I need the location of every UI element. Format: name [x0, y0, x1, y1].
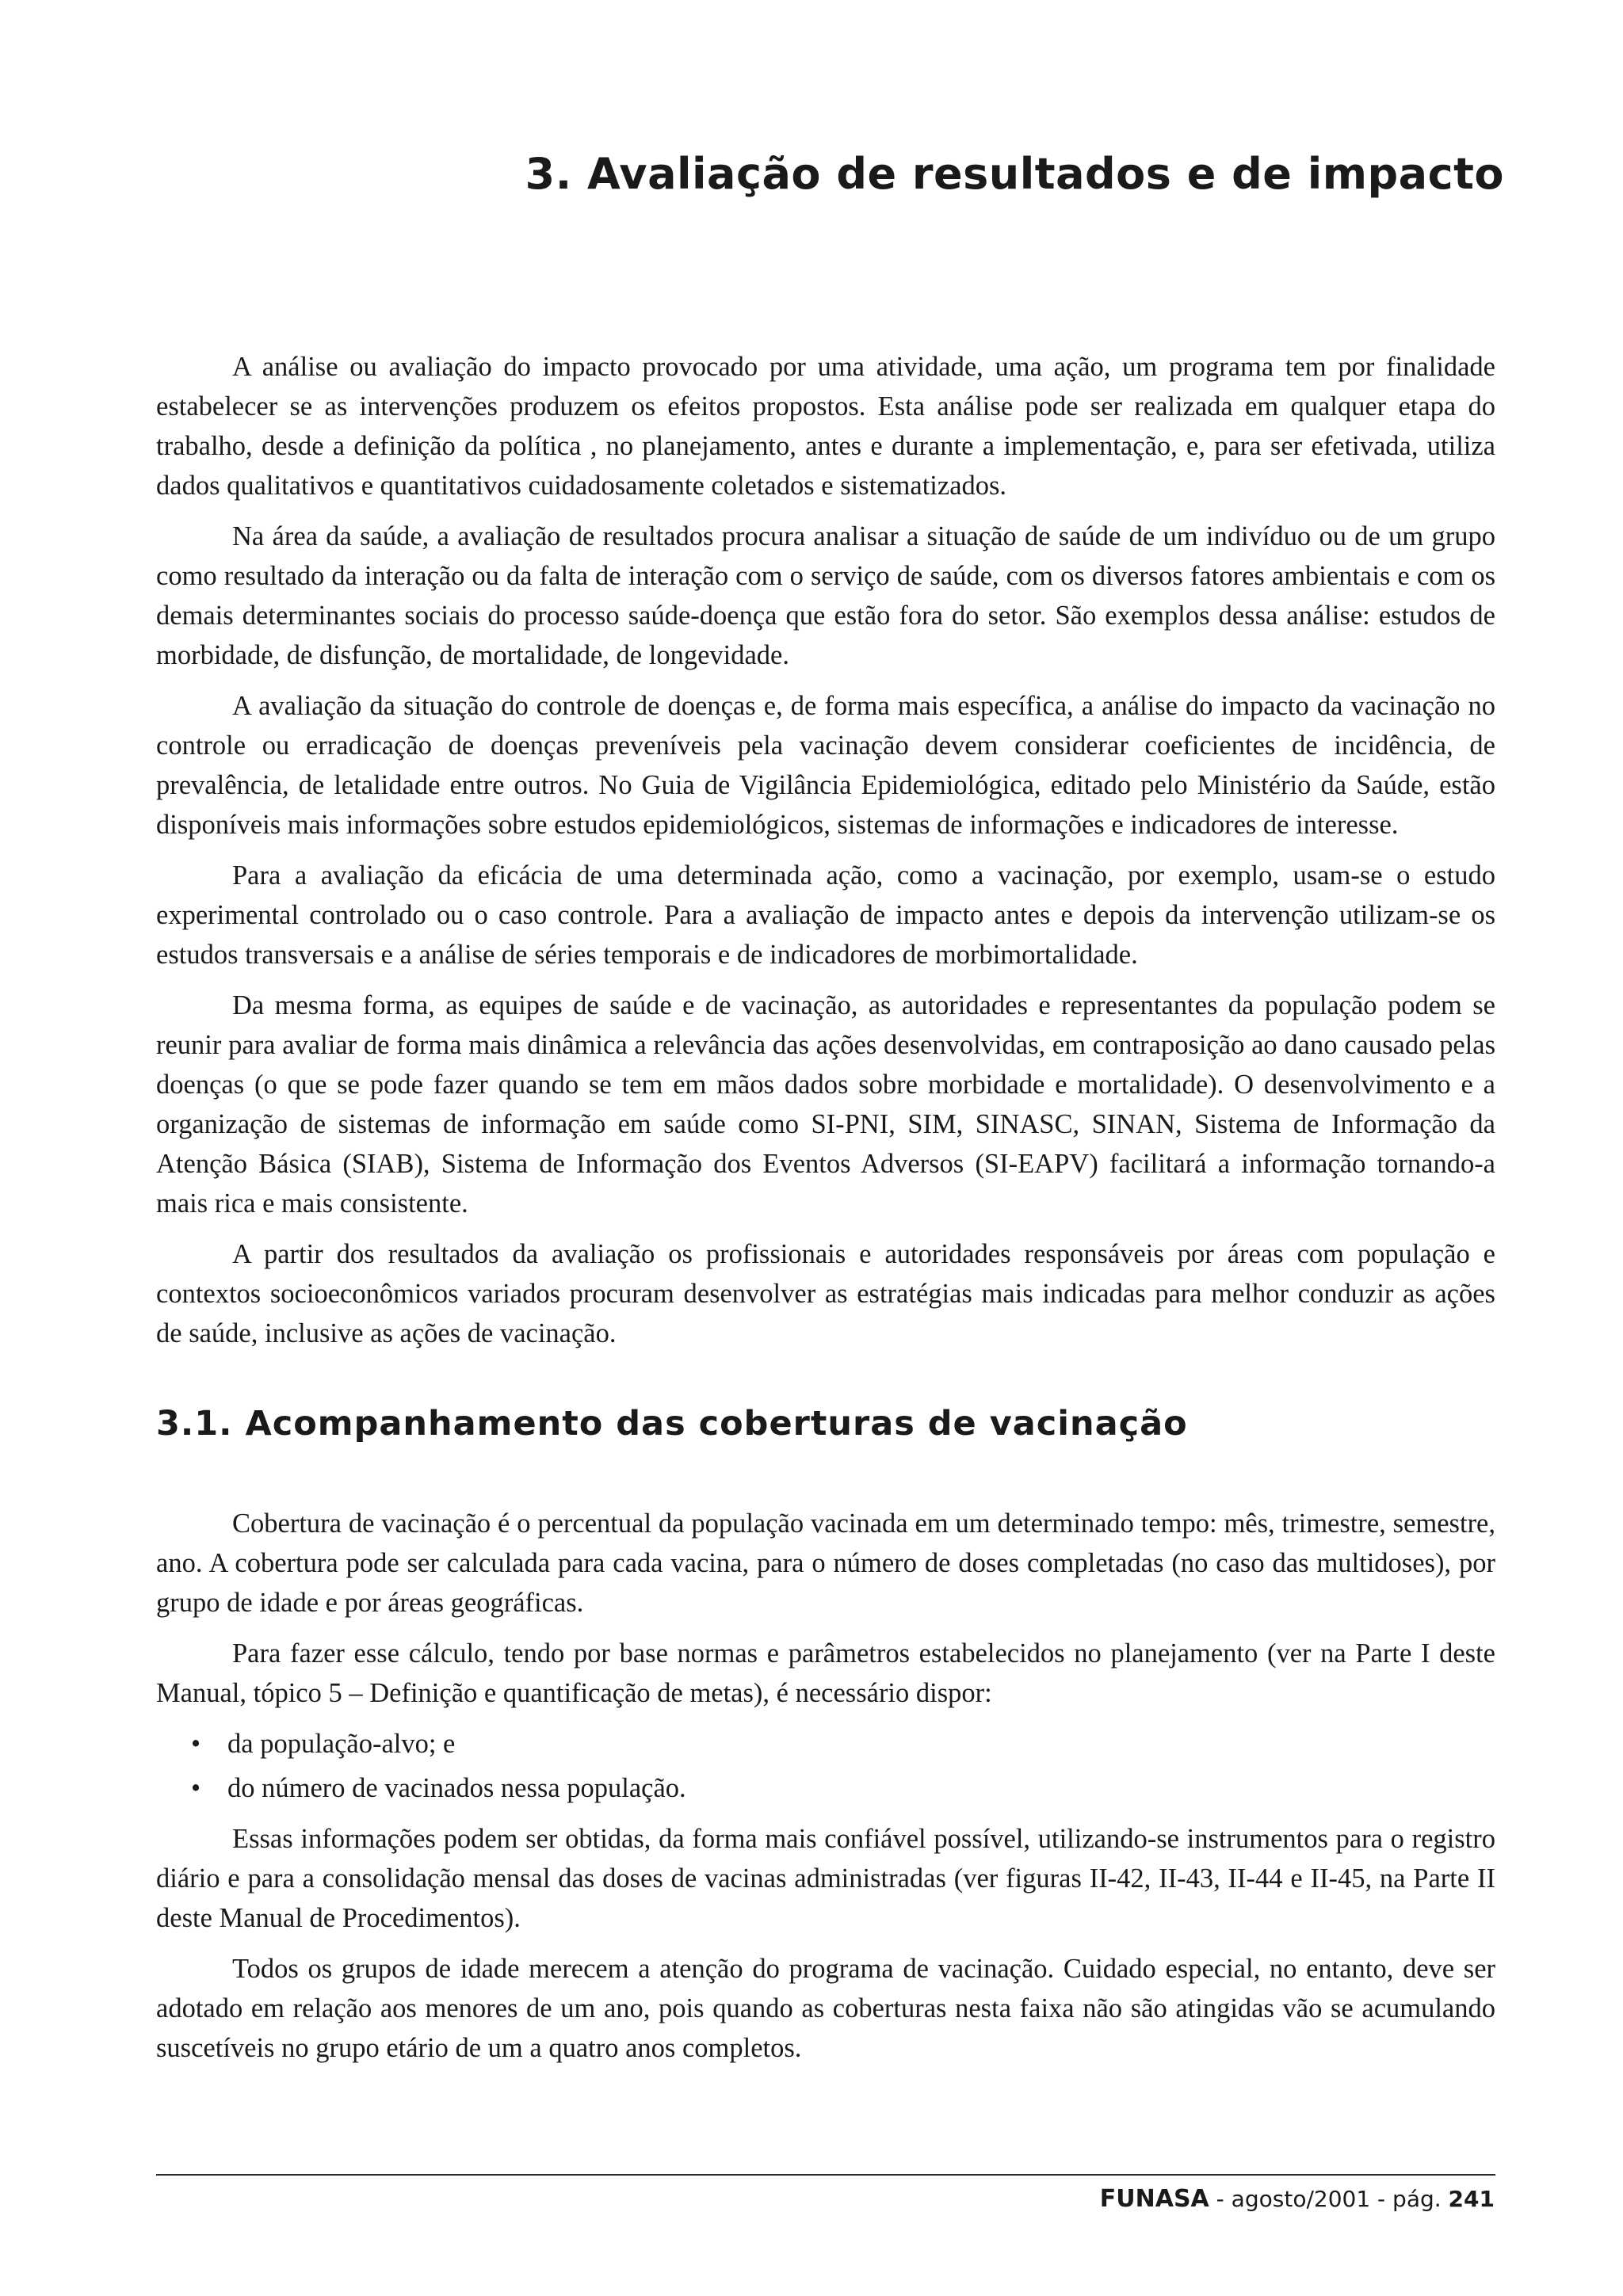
section-title: 3.1. Acompanhamento das coberturas de vacinação	[156, 1404, 1188, 1444]
page-number: 241	[1448, 2186, 1495, 2212]
footer-brand: FUNASA	[1099, 2185, 1209, 2213]
chapter-title: 3. Avaliação de resultados e de impacto	[525, 149, 1504, 199]
paragraph: Para a avaliação da eficácia de uma determinada ação, como a vacinação, por exemplo, usam-se o estudo experimental controlado ou o caso controle. Para a avaliação de impacto antes e depois da intervenção utilizam-se os estudos transversais e a análise de séries temporais e de indicadores de morbimortalidade.	[156, 860, 1495, 970]
paragraph: A partir dos resultados da avaliação os profissionais e autoridades responsáveis por áreas com população e contextos socioeconômicos variados procuram desenvolver as estratégias mais indicadas para melhor conduzir as ações de saúde, inclusive as ações de vacinação.	[156, 1239, 1495, 1348]
paragraph: Cobertura de vacinação é o percentual da população vacinada em um determinado tempo: mês, trimestre, semestre, ano. A cobertura pode ser calculada para cada vacina, para o número de doses completadas (no caso das multidoses), por grupo de idade e por áreas geográficas.	[156, 1508, 1495, 1618]
list-item	[156, 1768, 1495, 1808]
section-1-body	[156, 347, 1495, 1364]
paragraph: Essas informações podem ser obtidas, da forma mais confiável possível, utilizando-se instrumentos para o registro diário e para a consolidação mensal das doses de vacinas administradas (ver figuras II-42, II-43, II-44 e II-45, na Parte II deste Manual de Procedimentos).	[156, 1824, 1495, 1933]
paragraph: A análise ou avaliação do impacto provocado por uma atividade, uma ação, um programa tem por finalidade estabelecer se as intervenções produzem os efeitos propostos. Esta análise pode ser realizada em qualquer etapa do trabalho, desde a definição da política , no planejamento, antes e durante a implementação, e, para ser efetivada, utiliza dados qualitativos e quantitativos cuidadosamente coletados e sistematizados.	[156, 352, 1495, 501]
list-item-text: da população-alvo; e	[227, 1729, 456, 1759]
list-item	[156, 1724, 1495, 1764]
bullet-list	[156, 1724, 1495, 1808]
paragraph: A avaliação da situação do controle de doenças e, de forma mais específica, a análise do impacto da vacinação no controle ou erradicação de doenças preveníveis pela vacinação devem considerar coeficientes de incidência, de prevalência, de letalidade entre outros. No Guia de Vigilância Epidemiológica, editado pelo Ministério da Saúde, estão disponíveis mais informações sobre estudos epidemiológicos, sistemas de informações e indicadores de interesse.	[156, 691, 1495, 840]
paragraph: Na área da saúde, a avaliação de resultados procura analisar a situação de saúde de um indivíduo ou de um grupo como resultado da interação ou da falta de interação com o serviço de saúde, com os diversos fatores ambientais e com os demais determinantes sociais do processo saúde-doença que estão fora do setor. São exemplos dessa análise: estudos de morbidade, de disfunção, de mortalidade, de longevidade.	[156, 521, 1495, 670]
bullet-icon: •	[191, 1729, 201, 1759]
footer-divider	[156, 2174, 1495, 2176]
bullet-icon: •	[191, 1773, 201, 1803]
page-footer	[1100, 2185, 1495, 2213]
paragraph: Todos os grupos de idade merecem a atenção do programa de vacinação. Cuidado especial, no entanto, deve ser adotado em relação aos menores de um ano, pois quando as coberturas nesta faixa não são atingidas vão se acumulando suscetíveis no grupo etário de um a quatro anos completos.	[156, 1954, 1495, 2063]
footer-text: - agosto/2001 - pág.	[1209, 2186, 1449, 2212]
paragraph: Da mesma forma, as equipes de saúde e de vacinação, as autoridades e representantes da população podem se reunir para avaliar de forma mais dinâmica a relevância das ações desenvolvidas, em contraposição ao dano causado pelas doenças (o que se pode fazer quando se tem em mãos dados sobre morbidade e mortalidade). O desenvolvimento e a organização de sistemas de informação em saúde como SI-PNI, SIM, SINASC, SINAN, Sistema de Informação da Atenção Básica (SIAB), Sistema de Informação dos Eventos Adversos (SI-EAPV) facilitará a informação tornando-a mais rica e mais consistente.	[156, 990, 1495, 1219]
section-2-body	[156, 1504, 1495, 2079]
paragraph: Para fazer esse cálculo, tendo por base normas e parâmetros estabelecidos no planejamento (ver na Parte I deste Manual, tópico 5 – Definição e quantificação de metas), é necessário dispor:	[156, 1638, 1495, 1708]
list-item-text: do número de vacinados nessa população.	[227, 1773, 686, 1803]
